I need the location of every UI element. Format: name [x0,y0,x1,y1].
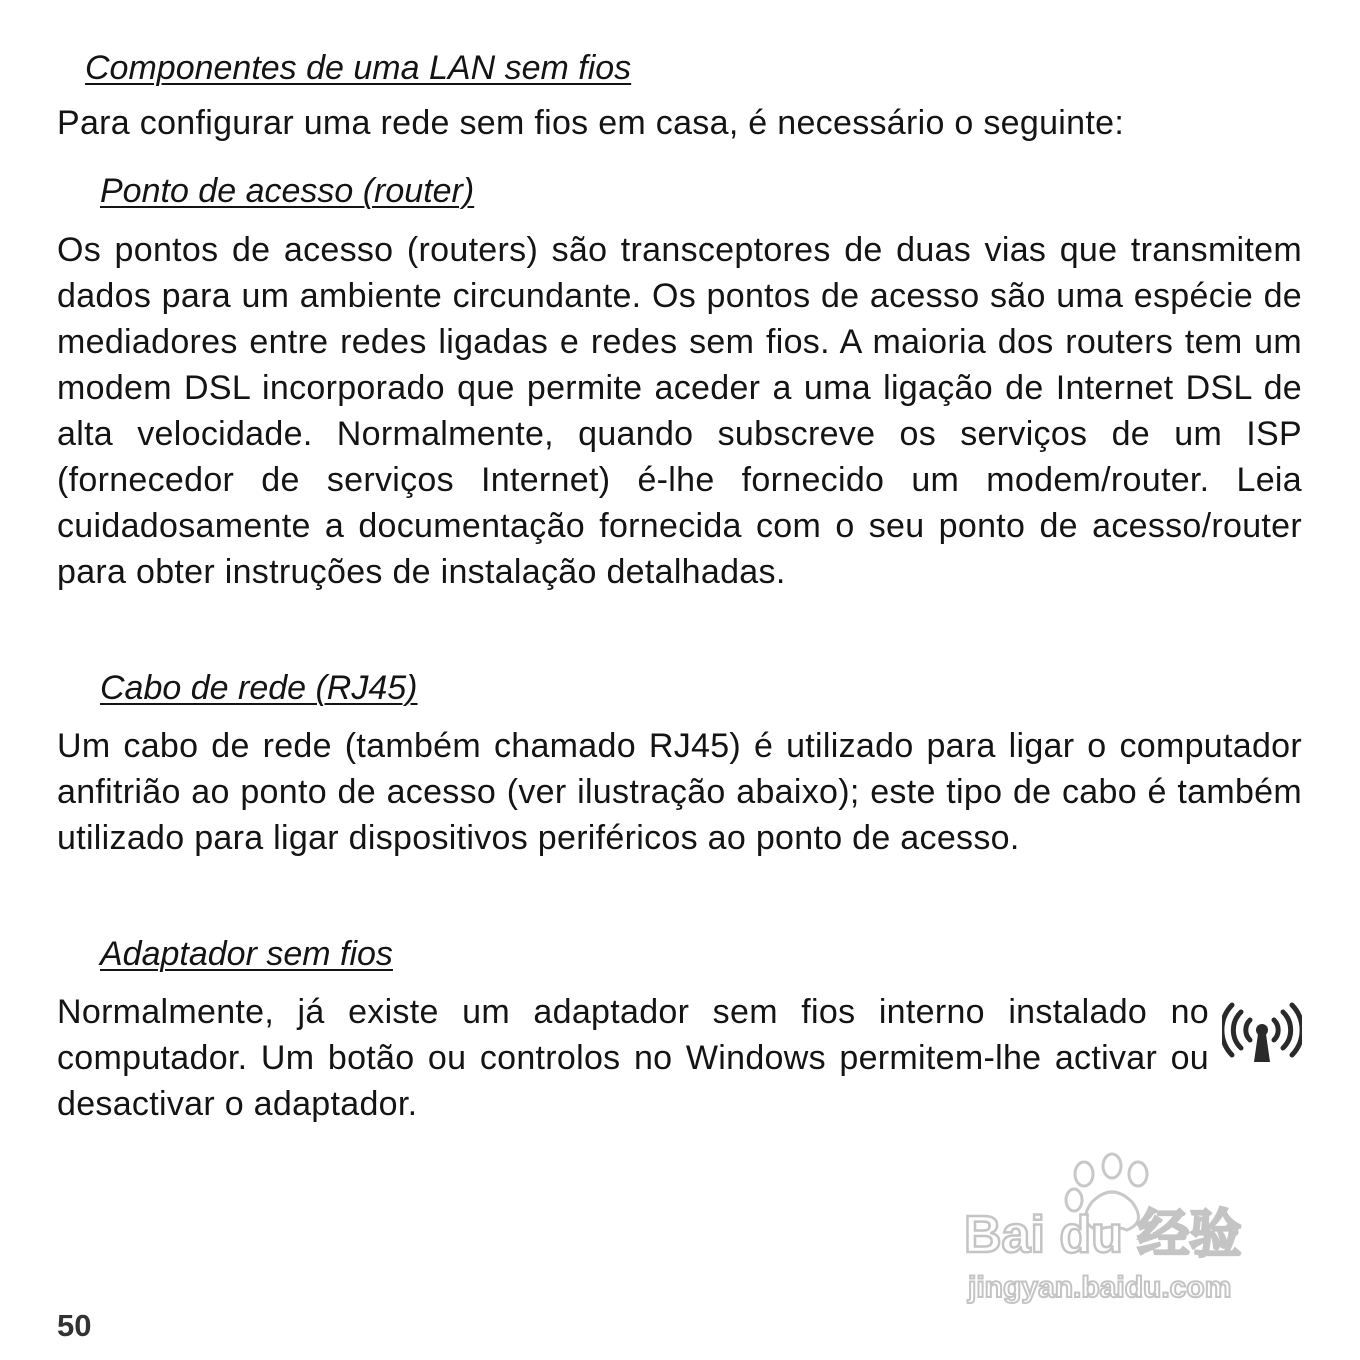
access-point-heading: Ponto de acesso (router) [100,172,475,210]
cable-paragraph: Um cabo de rede (também chamado RJ45) é utilizado para ligar o computador anfitrião ao ponto de acesso (ver ilustração abaixo); este tipo de cabo é também utilizado para ligar dispositivos periféricos ao ponto de acesso. [57,727,1302,857]
watermark-url: jingyan.baidu.com [968,1271,1232,1304]
watermark-brand: Bai du 经验 [964,1206,1242,1264]
page-number: 50 [57,1308,92,1343]
cable-heading: Cabo de rede (RJ45) [100,669,418,707]
intro-paragraph: Para configurar uma rede sem fios em casa, é necessário o seguinte: [57,104,1125,142]
baidu-jingyan-watermark [962,1152,1282,1312]
access-point-paragraph: Os pontos de acesso (routers) são transceptores de duas vias que transmitem dados para um ambiente circundante. Os pontos de acesso são uma espécie de mediadores entre redes ligadas e redes sem fios. A maioria dos routers tem um modem DSL incorporado que permite aceder a uma ligação de Internet DSL de alta velocidade. Normalmente, quando subscreve os serviços de um ISP (fornecedor de serviços Internet) é-lhe fornecido um modem/router. Leia cuidadosamente a documentação fornecida com o seu ponto de acesso/router para obter instruções de instalação detalhadas. [57,231,1302,591]
components-heading: Componentes de uma LAN sem fios [85,49,632,87]
adapter-paragraph: Normalmente, já existe um adaptador sem fios interno instalado no computador. Um botão ou controlos no Windows permitem-lhe activar ou desactivar o adaptador. [57,993,1209,1123]
wireless-antenna-icon [1222,1002,1302,1066]
adapter-heading: Adaptador sem fios [100,935,393,973]
